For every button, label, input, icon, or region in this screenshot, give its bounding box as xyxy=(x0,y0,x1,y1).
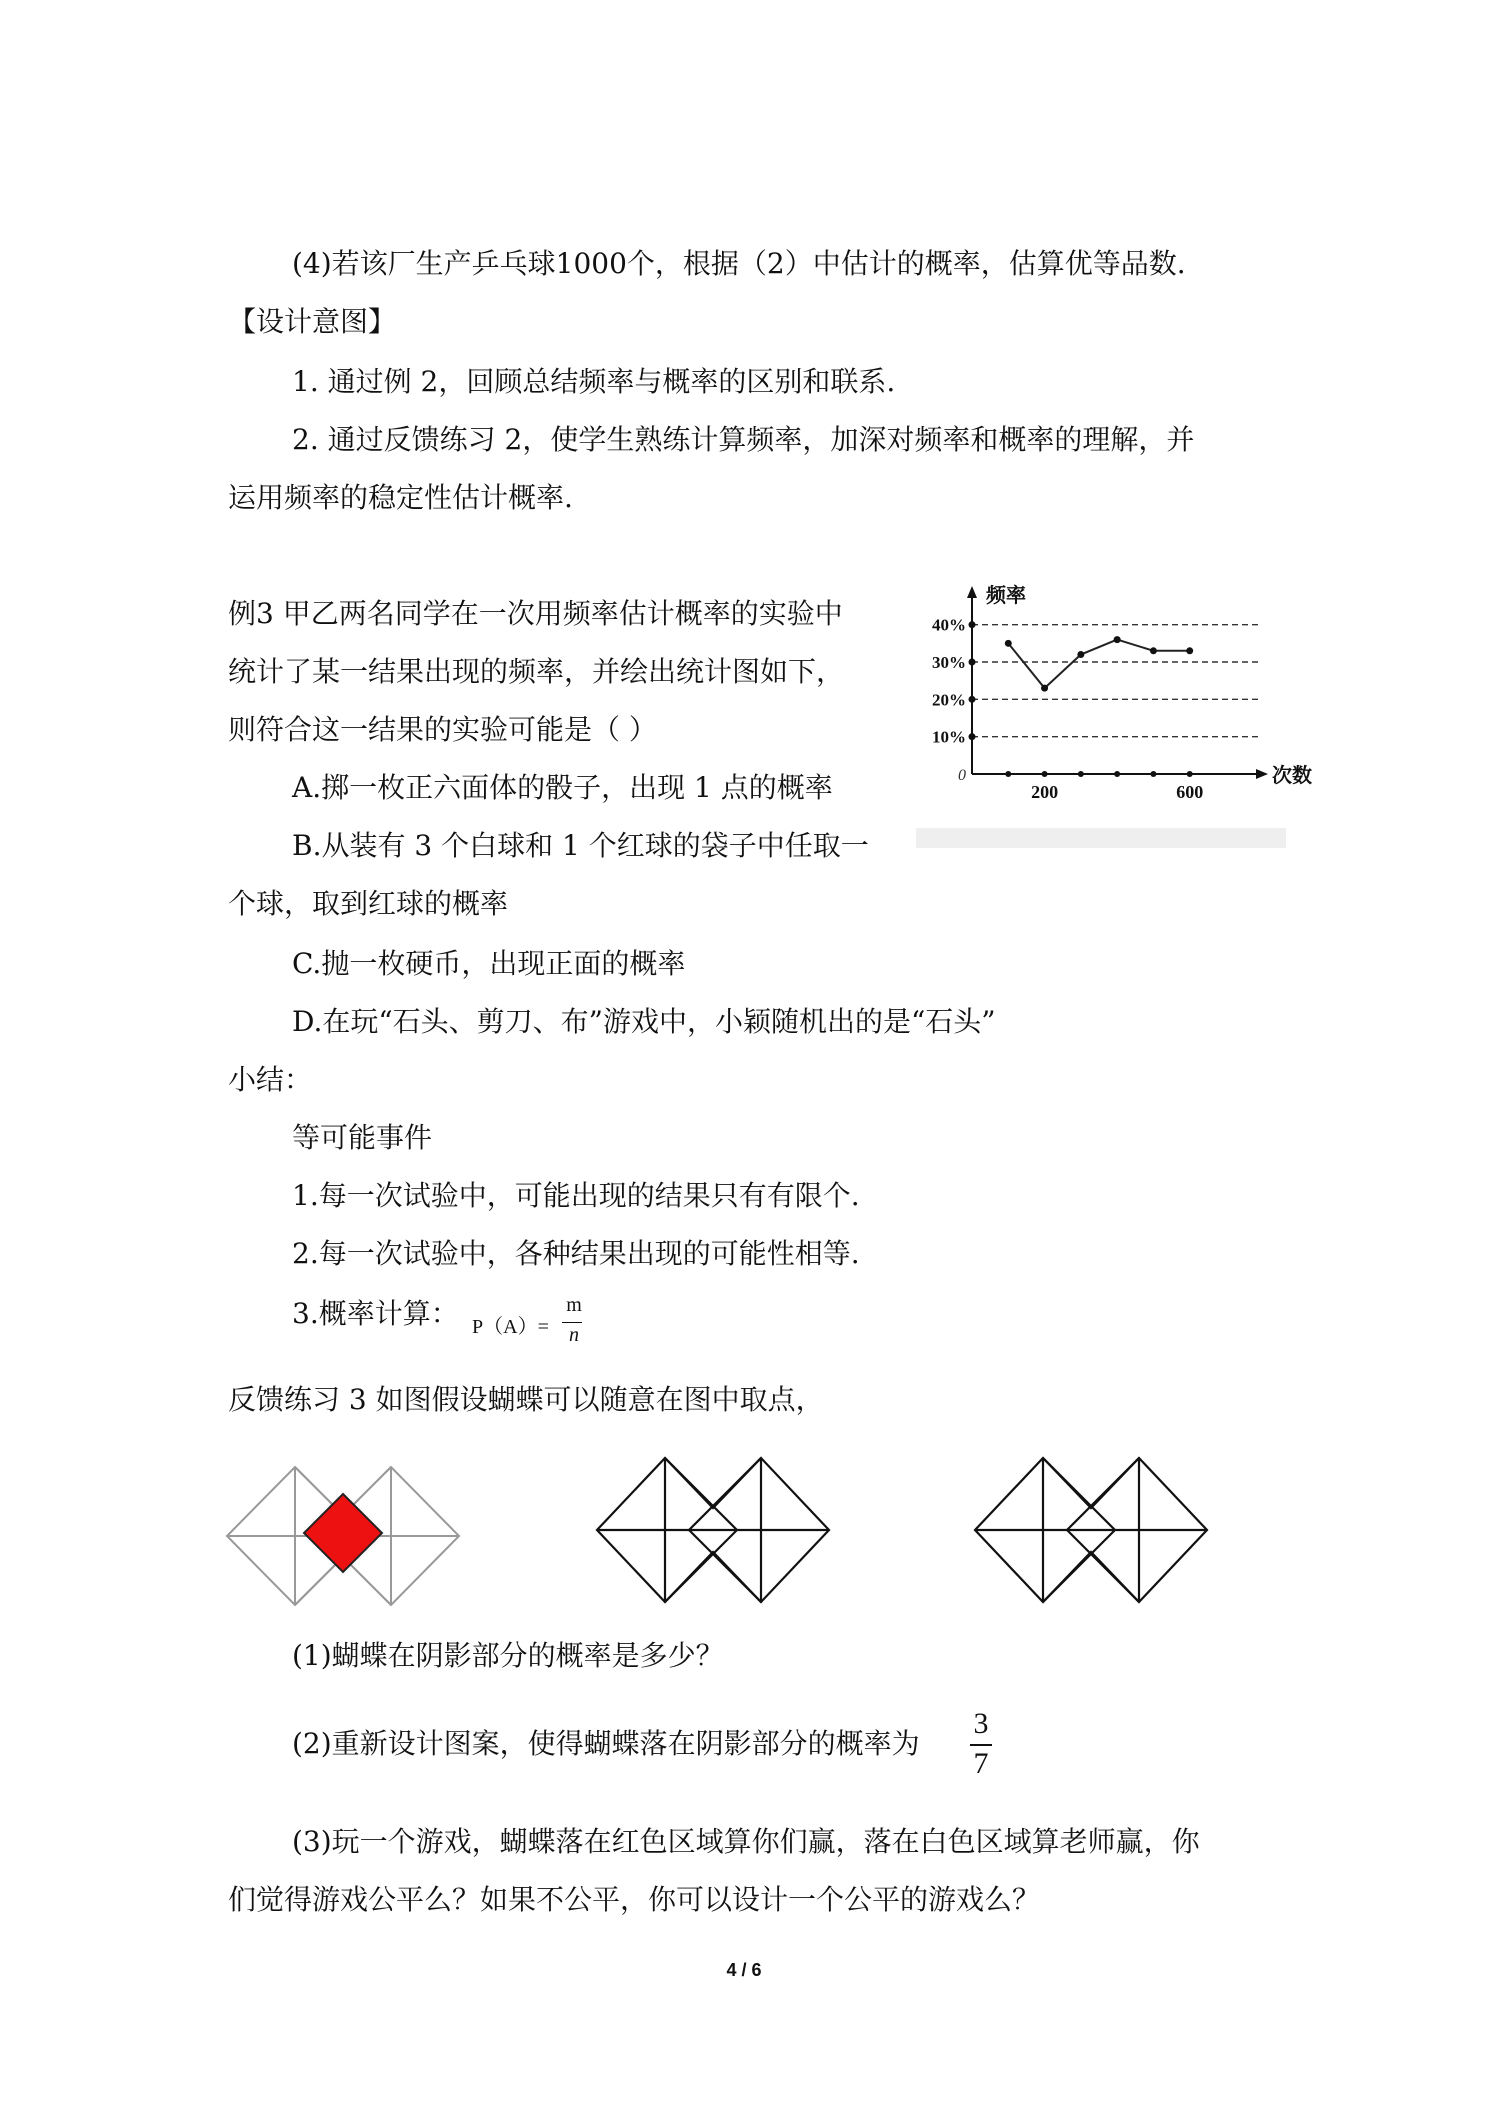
question-4-text: (4)若该厂生产乒乓球1000个，根据（2）中估计的概率，估算优等品数. xyxy=(292,247,1186,280)
x-axis-label: 次数 xyxy=(1272,763,1312,787)
frequency-chart xyxy=(916,583,1312,848)
question-3-line-1: (3)玩一个游戏，蝴蝶落在红色区域算你们赢，落在白色区域算老师赢，你 xyxy=(292,1825,1200,1858)
option-b-cont: 个球，取到红球的概率 xyxy=(228,887,509,920)
fraction-numerator: 3 xyxy=(973,1707,989,1740)
data-point xyxy=(1041,685,1048,692)
question-2: (2)重新设计图案，使得蝴蝶落在阴影部分的概率为 xyxy=(292,1727,920,1760)
figure-2-grid xyxy=(597,1458,829,1602)
chart-bottom-band xyxy=(916,828,1286,848)
feedback-3-title: 反馈练习 3 如图假设蝴蝶可以随意在图中取点， xyxy=(228,1383,824,1416)
x-tick-dot xyxy=(1078,771,1084,777)
data-point xyxy=(1114,636,1121,643)
question-1: (1)蝴蝶在阴影部分的概率是多少？ xyxy=(292,1639,724,1672)
origin-label: 0 xyxy=(958,767,966,784)
option-a: A.掷一枚正六面体的骰子，出现 1 点的概率 xyxy=(292,771,833,804)
design-intent-point-1: 1. 通过例 2，回顾总结频率与概率的区别和联系. xyxy=(292,365,896,398)
fraction-denominator: 7 xyxy=(973,1747,989,1780)
y-tick-label: 10% xyxy=(932,727,966,747)
butterfly-figure-blank-2 xyxy=(974,1456,1208,1604)
formula-numerator: m xyxy=(566,1294,582,1316)
formula-lhs: P（A）= xyxy=(472,1316,549,1338)
formula-denominator: n xyxy=(569,1324,579,1346)
shaded-square xyxy=(304,1494,382,1572)
example-3-line-1: 例3 甲乙两名同学在一次用频率估计概率的实验中 xyxy=(228,597,843,630)
design-intent-point-2: 2. 通过反馈练习 2，使学生熟练计算频率，加深对频率和概率的理解，并 xyxy=(292,423,1195,456)
data-point xyxy=(1077,651,1084,658)
x-tick-dot xyxy=(1114,771,1120,777)
question-3-line-2: 们觉得游戏公平么？如果不公平，你可以设计一个公平的游戏么？ xyxy=(228,1883,1041,1916)
x-tick-dot xyxy=(1150,771,1156,777)
design-intent-point-2-cont: 运用频率的稳定性估计概率. xyxy=(228,481,573,514)
example-3-line-3: 则符合这一结果的实验可能是（ ） xyxy=(228,713,657,746)
butterfly-figure-blank-1 xyxy=(596,1456,830,1604)
option-b: B.从装有 3 个白球和 1 个红球的袋子中任取一 xyxy=(292,829,869,862)
equally-likely-heading: 等可能事件 xyxy=(292,1121,433,1154)
formula-fraction-bar xyxy=(562,1322,582,1323)
y-axis-arrow xyxy=(967,586,977,598)
x-tick-dot xyxy=(1187,771,1193,777)
example-3-line-2: 统计了某一结果出现的频率，并绘出统计图如下， xyxy=(228,655,845,688)
y-tick-label: 40% xyxy=(932,615,966,635)
y-tick-label: 30% xyxy=(932,653,966,672)
data-point xyxy=(1150,647,1157,654)
design-intent-heading: 【设计意图】 xyxy=(228,305,397,338)
question-2-fraction xyxy=(966,1706,996,1786)
x-tick-label: 200 xyxy=(1031,782,1059,802)
summary-heading: 小结： xyxy=(228,1063,313,1096)
x-tick-label: 600 xyxy=(1176,782,1204,802)
data-point xyxy=(1186,647,1193,654)
y-tick-label: 20% xyxy=(932,690,966,710)
figure-3-grid xyxy=(975,1458,1207,1602)
summary-point-1: 1.每一次试验中，可能出现的结果只有有限个. xyxy=(292,1179,860,1212)
data-point xyxy=(1005,640,1012,647)
page-number: 4 / 6 xyxy=(726,1960,762,1980)
x-tick-dot xyxy=(1005,771,1011,777)
probability-formula xyxy=(472,1294,592,1354)
x-tick-dot xyxy=(1042,771,1048,777)
butterfly-figure-shaded xyxy=(226,1466,460,1606)
frequency-chart-svg xyxy=(916,583,1312,848)
summary-point-3: 3.概率计算： xyxy=(292,1297,459,1330)
summary-point-2: 2.每一次试验中，各种结果出现的可能性相等. xyxy=(292,1237,860,1270)
option-c: C.抛一枚硬币，出现正面的概率 xyxy=(292,947,686,980)
option-d: D.在玩“石头、剪刀、布”游戏中，小颖随机出的是“石头” xyxy=(292,1005,996,1038)
y-axis-label: 频率 xyxy=(986,583,1026,607)
